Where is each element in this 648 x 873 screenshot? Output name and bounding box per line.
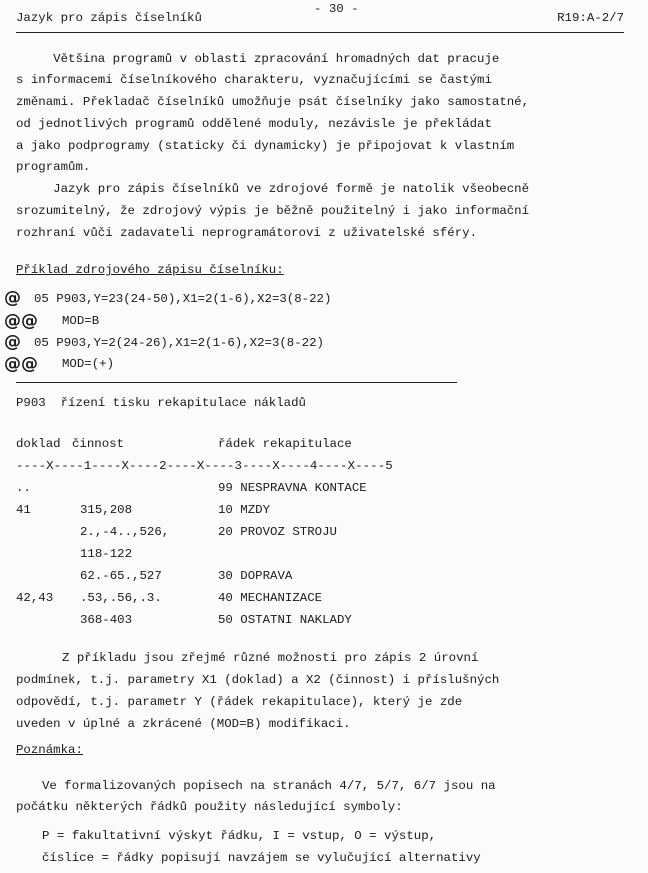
source-marker: @	[4, 288, 21, 308]
intro-line: změnami. Překladač číselníků umožňuje psát číselníky jako samostatné,	[16, 95, 530, 109]
source-marker: @@	[4, 354, 38, 374]
intro-line: a jako podprogramy (staticky či dynamicky) je připojovat k vlastním	[16, 139, 515, 153]
row-doklad: 41	[16, 503, 31, 517]
column-doklad: doklad	[16, 437, 61, 451]
column-radek: řádek rekapitulace	[218, 437, 352, 451]
row-cinnost: 2.,-4..,526,	[80, 525, 170, 539]
row-cinnost: 368-403	[80, 613, 133, 627]
source-marker: @@	[4, 311, 38, 331]
intro-line: srozumitelný, že zdrojový výpis je běžně použitelný i jako informační	[16, 204, 530, 218]
document-code: R19:A-2/7	[557, 11, 624, 25]
column-ruler: ----X----1----X----2----X----3----X----4----X----5	[16, 459, 393, 473]
listing-title: P903 řízení tisku rekapitulace nákladů	[16, 396, 306, 410]
page-header	[16, 4, 624, 33]
note-symbol-line: číslice = řádky popisují navzájem se vylučující alternativy	[42, 851, 481, 865]
row-radek: 99 NESPRAVNA KONTACE	[218, 481, 367, 495]
row-radek: 40 MECHANIZACE	[218, 591, 323, 605]
row-cinnost: 118-122	[80, 547, 133, 561]
intro-line: Většina programů v oblasti zpracování hromadných dat pracuje	[16, 52, 500, 66]
intro-line: od jednotlivých programů oddělené moduly, nezávisle je překládat	[16, 117, 492, 131]
row-radek: 20 PROVOZ STROJU	[218, 525, 337, 539]
explanation-line: Z příkladu jsou zřejmé různé možnosti pro zápis 2 úrovní	[62, 651, 479, 665]
source-line: MOD=B	[62, 314, 100, 328]
explanation-line: uveden v úplné a zkrácené (MOD=B) modifikaci.	[16, 717, 351, 731]
column-cinnost: činnost	[72, 437, 125, 451]
intro-line: programům.	[16, 160, 91, 174]
row-doklad: 42,43	[16, 591, 54, 605]
example-heading: Příklad zdrojového zápisu číselníku:	[16, 263, 284, 277]
source-line: 05 P903,Y=2(24-26),X1=2(1-6),X2=3(8-22)	[34, 336, 324, 350]
row-cinnost: 62.-65.,527	[80, 569, 162, 583]
row-cinnost: 315,208	[80, 503, 133, 517]
header-title: Jazyk pro zápis číselníků	[16, 11, 202, 25]
row-radek: 10 MZDY	[218, 503, 271, 517]
note-line: Ve formalizovaných popisech na stranách 4/7, 5/7, 6/7 jsou na	[42, 779, 496, 793]
row-doklad: ..	[16, 481, 31, 495]
intro-line: rozhraní vůči zadavateli neprogramátorovi z uživatelské sféry.	[16, 226, 478, 240]
source-line: 05 P903,Y=23(24-50),X1=2(1-6),X2=3(8-22)	[34, 292, 332, 306]
source-marker: @	[4, 332, 21, 352]
note-heading: Poznámka:	[16, 743, 83, 757]
explanation-line: odpovědí, t.j. parametr Y (řádek rekapitulace), který je zde	[16, 695, 463, 709]
separator-line	[16, 382, 457, 383]
note-line: počátku některých řádků použity následující symboly:	[16, 800, 403, 814]
row-radek: 30 DOPRAVA	[218, 569, 293, 583]
source-line: MOD=(+)	[62, 357, 115, 371]
intro-line: Jazyk pro zápis číselníků ve zdrojové formě je natolik všeobecně	[16, 182, 530, 196]
explanation-line: podmínek, t.j. parametry X1 (doklad) a X2 (činnost) i příslušných	[16, 673, 500, 687]
row-cinnost: .53,.56,.3.	[80, 591, 162, 605]
intro-line: s informacemi číselníkového charakteru, vyznačujícími se častými	[16, 73, 492, 87]
row-radek: 50 OSTATNI NAKLADY	[218, 613, 352, 627]
page-number: - 30 -	[314, 2, 359, 16]
note-symbol-line: P = fakultativní výskyt řádku, I = vstup, O = výstup,	[42, 829, 437, 843]
